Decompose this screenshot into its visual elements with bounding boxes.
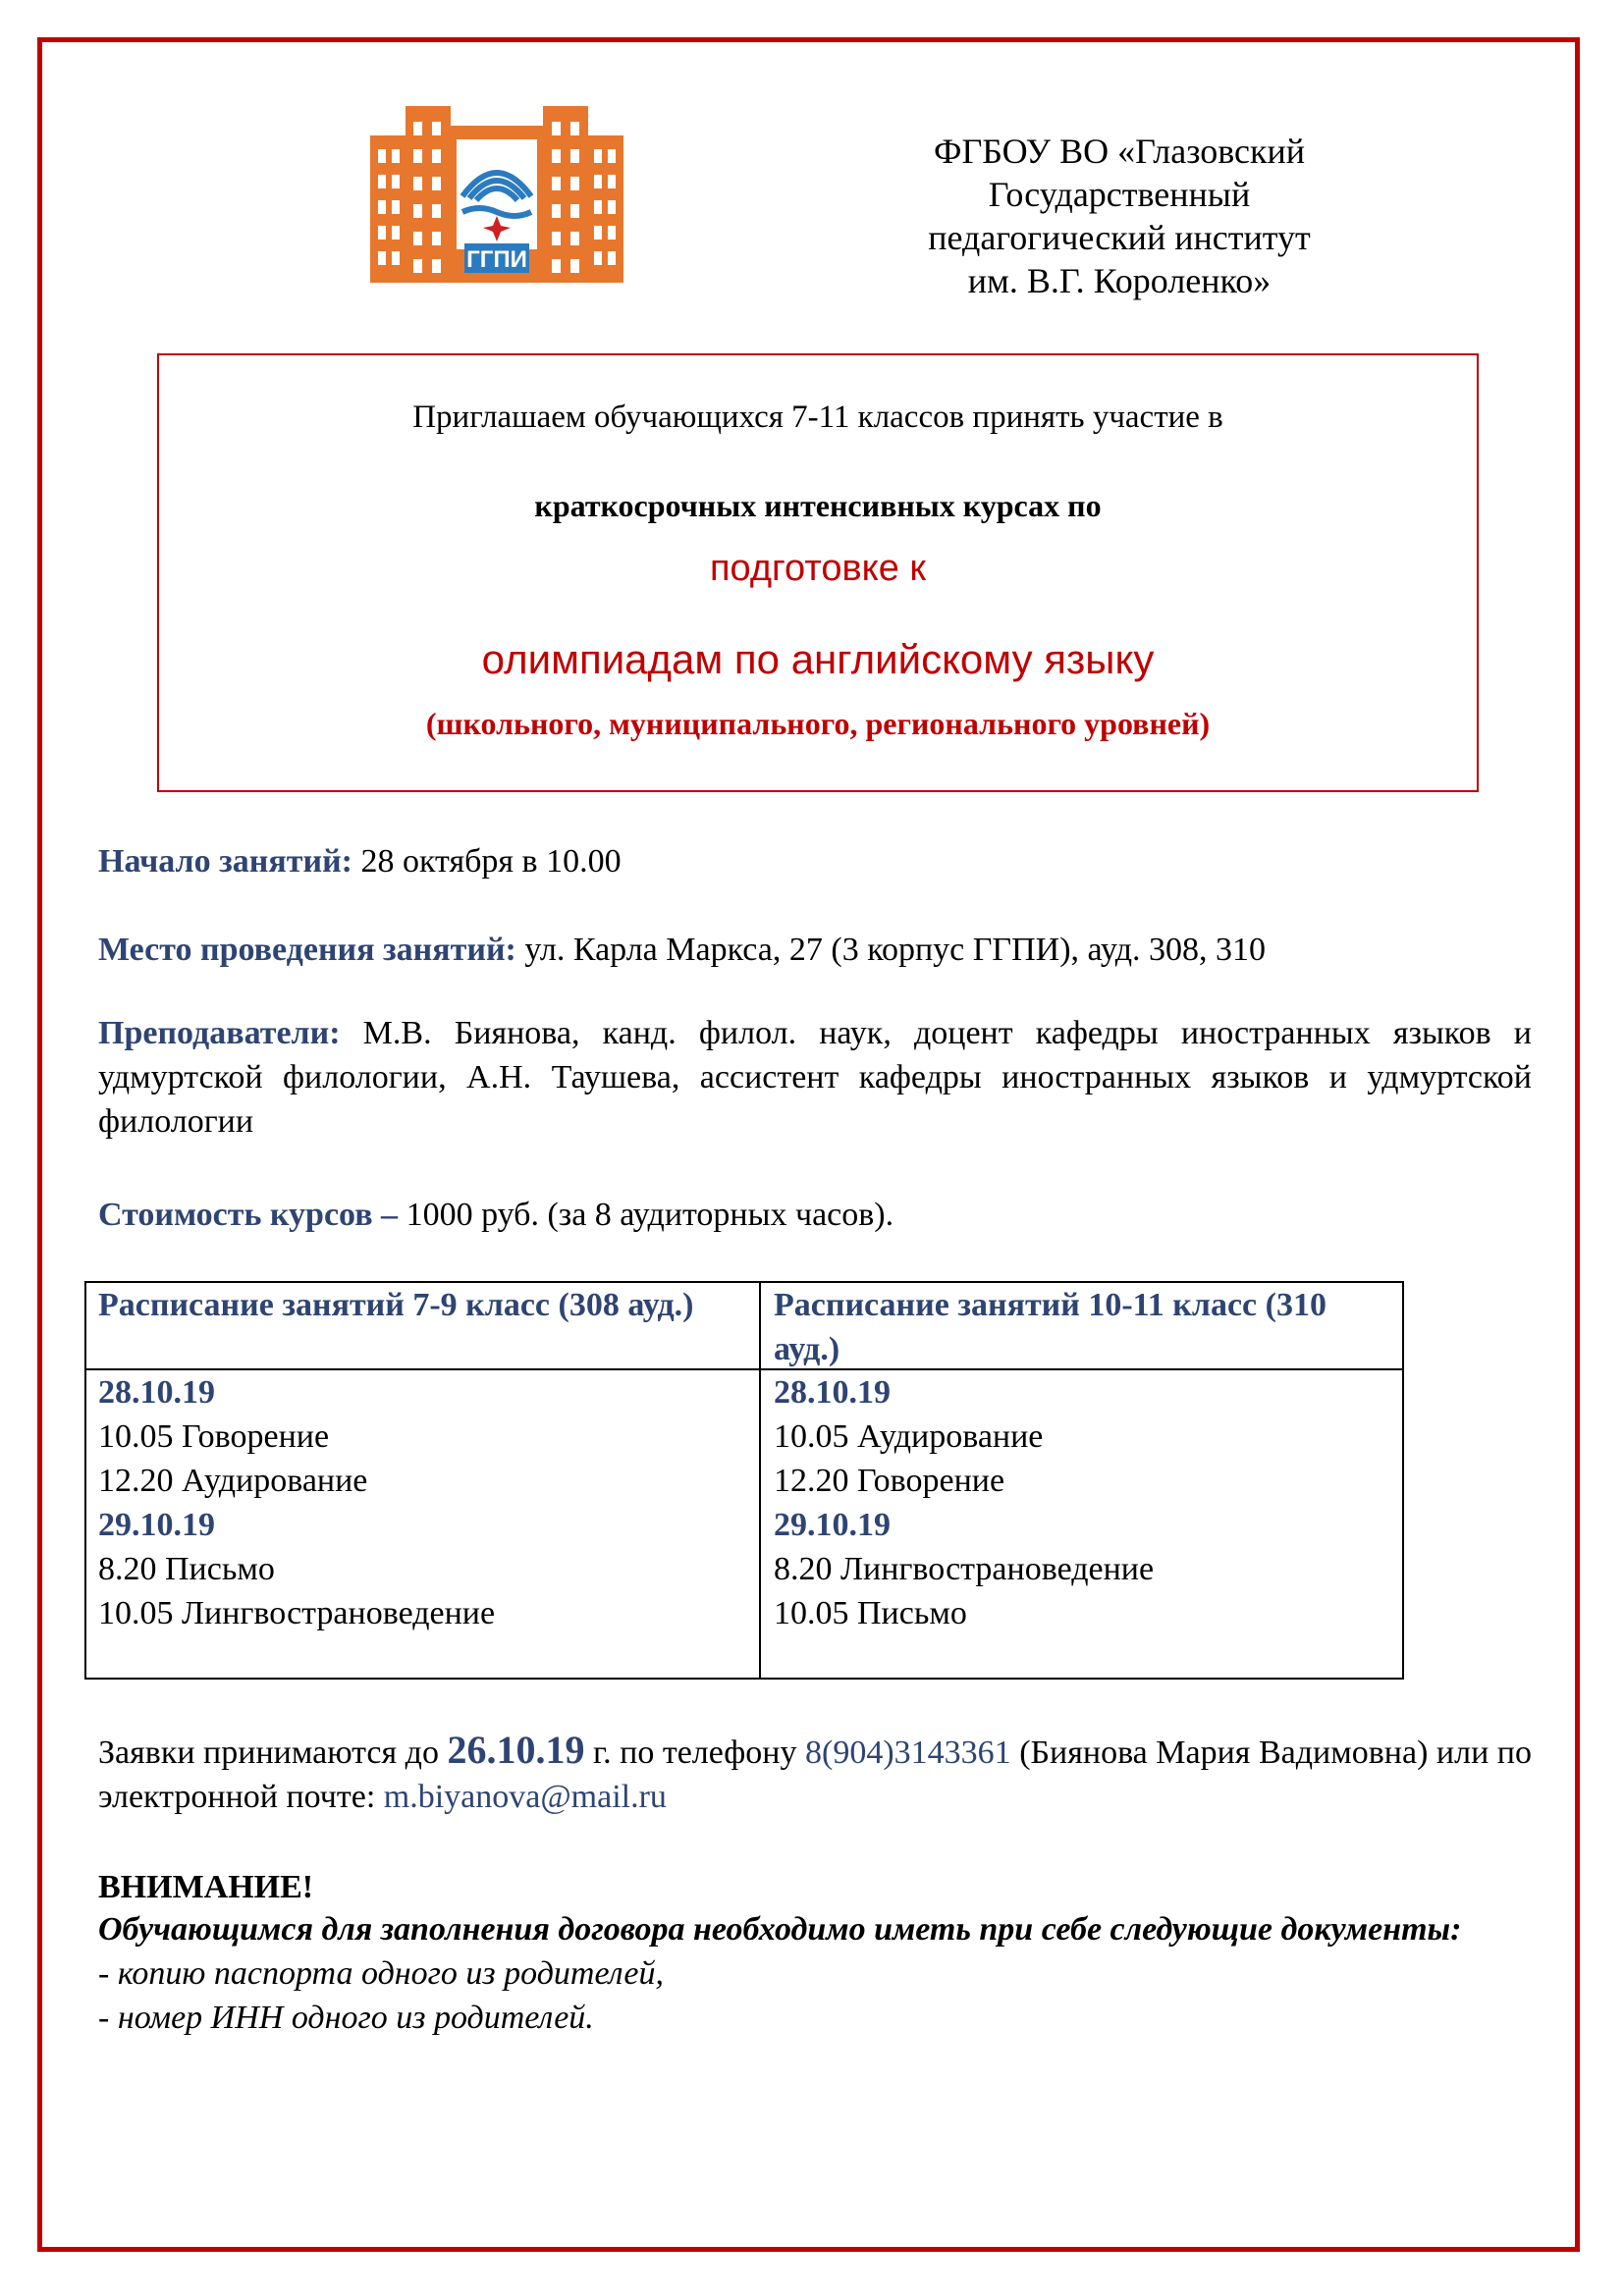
schedule-item: 12.20 Говорение bbox=[774, 1463, 1005, 1499]
cost-value: 1000 руб. (за 8 аудиторных часов). bbox=[398, 1197, 894, 1233]
teachers-label: Преподаватели: bbox=[98, 1015, 341, 1051]
logo-text: ГГПИ bbox=[466, 246, 527, 273]
invitation-topic-line2: олимпиадам по английскому языку bbox=[481, 636, 1155, 682]
place-info bbox=[98, 928, 1532, 972]
attention-item: - копию паспорта одного из родителей, bbox=[98, 1955, 664, 1992]
schedule-date: 29.10.19 bbox=[98, 1507, 215, 1543]
schedule-header: Расписание занятий 7-9 класс (308 ауд.) bbox=[98, 1287, 694, 1323]
place-value: ул. Карла Маркса, 27 (3 корпус ГГПИ), ауд. 308, 310 bbox=[515, 932, 1267, 968]
invitation-levels: (школьного, муниципального, регионального уровней) bbox=[425, 706, 1211, 741]
schedule-date: 28.10.19 bbox=[774, 1374, 891, 1411]
cost-label: Стоимость курсов – bbox=[98, 1197, 399, 1233]
attention-body bbox=[98, 1907, 1532, 2040]
start-value: 28 октября в 10.00 bbox=[352, 843, 622, 880]
invitation-box bbox=[157, 353, 1479, 792]
schedule-item: 10.05 Лингвострановедение bbox=[98, 1595, 496, 1631]
invitation-topic-line1: подготовке к bbox=[709, 548, 927, 589]
email-address[interactable]: m.biyanova@mail.ru bbox=[383, 1779, 667, 1815]
application-info bbox=[98, 1728, 1532, 1819]
apply-deadline: 26.10.19 bbox=[447, 1728, 585, 1772]
institute-line: им. В.Г. Короленко» bbox=[967, 261, 1272, 300]
apply-middle: г. по телефону bbox=[584, 1735, 806, 1771]
schedule-column-7-9 bbox=[98, 1283, 746, 1635]
cost-info bbox=[98, 1193, 1532, 1237]
schedule-item: 10.05 Говорение bbox=[98, 1418, 330, 1455]
start-label: Начало занятий: bbox=[98, 843, 352, 880]
schedule-header: Расписание занятий 10-11 класс (310 ауд.) bbox=[774, 1287, 1326, 1367]
invitation-courses: краткосрочных интенсивных курсах по bbox=[534, 488, 1102, 523]
schedule-item: 8.20 Письмо bbox=[98, 1551, 275, 1587]
invitation-intro: Приглашаем обучающихся 7-11 классов принять участие в bbox=[412, 400, 1223, 435]
schedule-table bbox=[84, 1281, 1404, 1680]
schedule-item: 12.20 Аудирование bbox=[98, 1463, 368, 1499]
attention-title: ВНИМАНИЕ! bbox=[98, 1869, 314, 1905]
teachers-value: М.В. Биянова, канд. филол. наук, доцент кафедры иностранных языков и удмуртской филологии, А.Н. Таушева, ассистент кафедры иностранных языков и удмуртской филологии bbox=[98, 1015, 1532, 1140]
attention-item: - номер ИНН одного из родителей. bbox=[98, 2000, 594, 2036]
schedule-item: 10.05 Письмо bbox=[774, 1595, 967, 1631]
attention-intro: Обучающимся для заполнения договора необходимо иметь при себе следующие документы: bbox=[98, 1911, 1462, 1948]
start-info bbox=[98, 839, 1532, 883]
schedule-column-10-11 bbox=[774, 1283, 1392, 1635]
institute-line: Государственный bbox=[988, 175, 1251, 214]
phone-number: 8(904)3143361 bbox=[805, 1735, 1011, 1771]
schedule-item: 8.20 Лингвострановедение bbox=[774, 1551, 1155, 1587]
apply-prefix: Заявки принимаются до bbox=[98, 1735, 448, 1771]
apply-after-phone: (Биянова Мария Вадимовна) или по электронной почте: bbox=[98, 1735, 1532, 1815]
schedule-date: 29.10.19 bbox=[774, 1507, 891, 1543]
place-label: Место проведения занятий: bbox=[98, 932, 516, 968]
schedule-item: 10.05 Аудирование bbox=[774, 1418, 1044, 1455]
institute-name bbox=[874, 130, 1365, 302]
institute-logo bbox=[370, 106, 623, 289]
institute-line: ФГБОУ ВО «Глазовский bbox=[934, 132, 1305, 171]
schedule-date: 28.10.19 bbox=[98, 1374, 215, 1411]
teachers-info bbox=[98, 1011, 1532, 1144]
institute-line: педагогический институт bbox=[928, 218, 1311, 257]
